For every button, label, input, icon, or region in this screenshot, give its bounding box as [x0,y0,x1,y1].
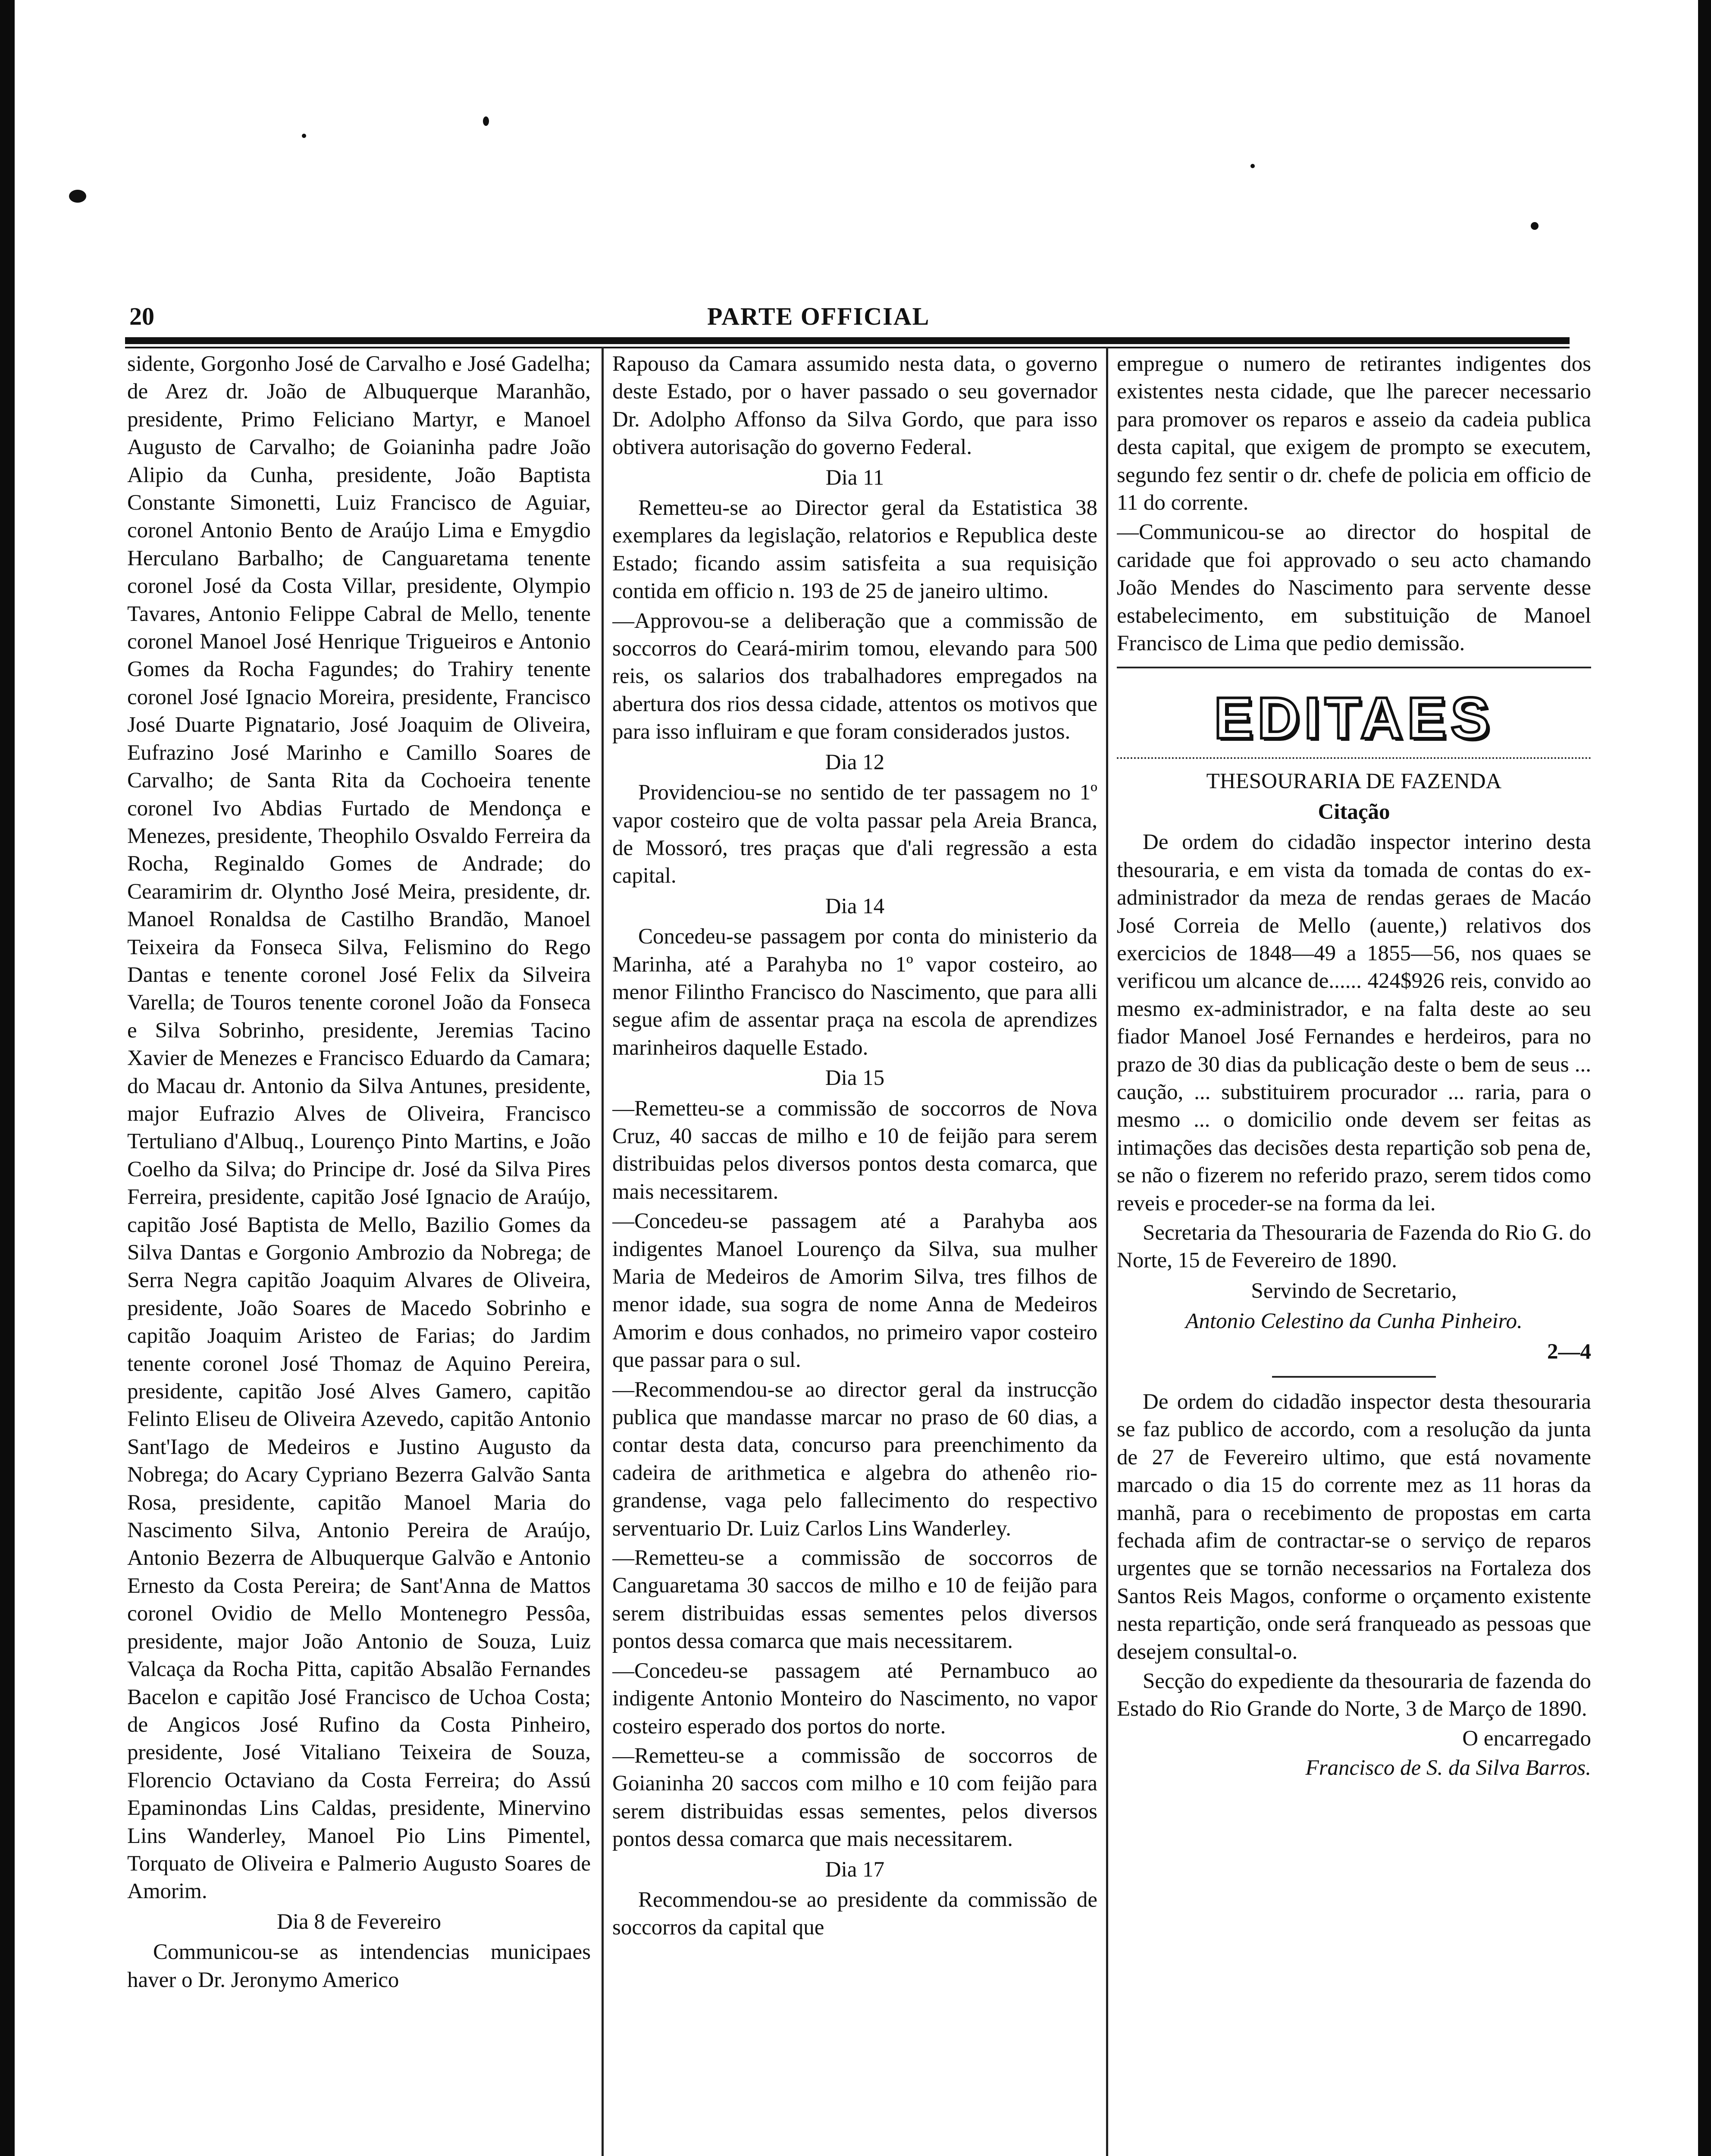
paragraph: —Approvou-se a deliberação que a commissão de soccorros do Ceará-mirim tomou, elevando para 500 reis, os salarios dos trabalhadores empregados na abertura dos rios dessa cidade, attentos os motivos que para isso influiram e que foram considerados justos. [612,608,1097,744]
dotted-rule [1117,757,1591,759]
paragraph: —Remetteu-se a commissão de soccorros de Nova Cruz, 40 saccas de milho e 10 de feijão para serem distribuidas pelos diversos pontos desta comarca, que mais necessitarem. [612,1096,1097,1204]
paragraph: Communicou-se as intendencias municipaes haver o Dr. Jeronymo Americo [127,1940,591,1992]
signature-name: Antonio Celestino da Cunha Pinheiro. [1185,1309,1523,1334]
paragraph: sidente, Gorgonho José de Carvalho e José Gadelha; de Arez dr. João de Albuquerque Maranhão, presidente, Primo Feliciano Martyr, e Manoel Augusto de Carvalho; de Goianinha padre João Alipio da Cunha, presidente, João Baptista Constante Simonetti, Luiz Francisco de Aguiar, coronel Antonio Bento de Araújo Lima e Emygdio Herculano Barbalho; de Canguaretama tenente coronel José da Costa Villar, presidente, Olympio Tavares, Antonio Felippe Cabral de Mello, tenente coronel Manoel José Henrique Trigueiros e Antonio Gomes da Rocha Fagundes; do Trahiry tenente coronel José Ignacio Moreira, presidente, Francisco José Duarte Pignatario, José Joaquim de Oliveira, Eufrazino José Marinho e Camillo Soares de Carvalho; de Santa Rita da Cochoeira tenente coronel Ivo Abdias Furtado de Mendonça e Menezes, presidente, Theophilo Osvaldo Ferreira da Rocha, Reginaldo Gomes de Andrade; do Cearamirim dr. Olyntho José Meira, presidente, dr. Manoel Ronaldsa de Castilho Brandão, Manoel Teixeira da Fonseca Silva, Felismino do Rego Dantas e tenente coronel José Felix da Silveira Varella; de Touros tenente coronel João da Fonseca e Silva Sobrinho, presidente, Jeremias Tacino Xavier de Menezes e Francisco Eduardo da Camara; do Macau dr. Antonio da Silva Antunes, presidente, major Eufrazio Alves de Oliveira, Francisco Tertuliano d'Albuq., Lourenço Pinto Martins, e João Coelho da Silva; do Principe dr. José da Silva Pires Ferreira, presidente, capitão José Ignacio de Araújo, capitão José Baptista de Mello, Bazilio Gomes da Silva Dantas e Gorgonio Ambrozio da Nobrega; de Serra Negra capitão Joaquim Alvares de Oliveira, presidente, João Soares de Macedo Sobrinho e capitão Joaquim Aristeo de Farias; do Jardim tenente coronel José Thomaz de Aquino Pereira, presidente, capitão José Alves Gamero, capitão Felinto Eliseu de Oliveira Azevedo, capitão Antonio Sant'Iago de Medeiros e Justino Augusto da Nobrega; do Acary Cypriano Bezerra Galvão Santa Rosa, presidente, capitão Manoel Maria do Nascimento Silva, Antonio Pereira de Araújo, Antonio Bezerra de Albuquerque Galvão e Antonio Ernesto da Costa Pereira; de Sant'Anna de Mattos coronel Ovidio de Mello Montenegro Pessôa, presidente, major João Antonio de Souza, Luiz Valcaça da Rocha Pitta, capitão Absalão Fernandes Bacelon e capitão José Francisco de Uchoa Costa; de Angicos José Rufino da Costa Pinheiro, presidente, José Vitaliano Teixeira de Souza, Florencio Octaviano da Costa Ferreira; do Assú Epaminondas Lins Caldas, presidente, Minervino Lins Wanderley, Manoel Pio Lins Pimentel, Torquato de Oliveira e Palmerio Augusto Soares de Amorim. [127,352,591,1904]
paragraph: —Concedeu-se passagem até Pernambuco ao indigente Antonio Monteiro do Nascimento, no vapor costeiro esperado dos portos do norte. [612,1658,1097,1739]
column-left [127,350,591,2156]
header-rule [125,337,1570,344]
edition-number: 2—4 [1547,1339,1591,1364]
paragraph: —Concedeu-se passagem até a Parahyba aos indigentes Manoel Lourenço da Silva, sua mulher Maria de Medeiros de Amorim Silva, tres filhos de menor idade, sua sogra de nome Anna de Medeiros Amorim e dous conhados, no primeiro vapor costeiro que passar para o sul. [612,1209,1097,1373]
short-rule [1272,1376,1436,1378]
header-rule-thin [125,347,1570,348]
page-number: 20 [129,302,154,330]
paragraph: Secretaria da Thesouraria de Fazenda do Rio G. do Norte, 15 de Fevereiro de 1890. [1117,1220,1591,1273]
section-heading: THESOURARIA DE FAZENDA [1206,769,1502,794]
signature-caption: Servindo de Secretario, [1251,1279,1457,1303]
ink-speck [483,116,489,126]
ink-speck [69,190,86,203]
scan-border-left [0,0,15,2156]
paragraph: Recommendou-se ao presidente da commissão de soccorros da capital que [612,1887,1097,1940]
ink-speck [1531,222,1539,230]
paragraph: Secção do expediente da thesouraria de fazenda do Estado do Rio Grande do Norte, 3 de Março de 1890. [1117,1669,1591,1721]
signature-caption: O encarregado [1462,1726,1591,1751]
column-middle [612,350,1097,2156]
paragraph: Remetteu-se ao Director geral da Estatistica 38 exemplares da legislação, relatorios e Republica deste Estado; ficando assim satisfeita a sua requisição contida em officio n. 193 de 25 de janeiro ultimo. [612,496,1097,604]
column-divider [1106,347,1108,2156]
paragraph: —Remetteu-se a commissão de soccorros de Canguaretama 30 saccos de milho e 10 de feijão para serem distribuidas essas sementes pelos diversos pontos dessa comarca que mais necessitarem. [612,1546,1097,1654]
section-rule [1117,667,1591,668]
paragraph: empregue o numero de retirantes indigentes dos existentes nesta cidade, que lhe parecer necessario para promover os reparos e asseio da cadeia publica desta capital, que exigem de prompto se executem, segundo fez sentir o dr. chefe de policia em officio de 11 do corrente. [1117,352,1591,515]
date-heading: Dia 12 [825,750,885,774]
date-heading: Dia 14 [825,894,885,918]
date-heading: Dia 8 de Fevereiro [277,1909,441,1934]
paragraph: —Recommendou-se ao director geral da instrucção publica que mandasse marcar no praso de 60 dias, a contar desta data, concurso para preenchimento da cadeira de arithmetica e algebra do athenêo rio-grandense, vaga pelo fallecimento do respectivo serventuario Dr. Luiz Carlos Lins Wanderley. [612,1377,1097,1541]
paragraph: Rapouso da Camara assumido nesta data, o governo deste Estado, por o haver passado o seu governador Dr. Adolpho Affonso da Silva Gordo, que para isso obtivera autorisação do governo Federal. [612,352,1097,460]
paragraph: —Communicou-se ao director do hospital de caridade que foi approvado o seu acto chamando João Mendes do Nascimento para servente desse estabelecimento, em substituição de Manoel Francisco de Lima que pedio demissão. [1117,520,1591,656]
editaes-title: EDITAES [1214,685,1494,751]
paragraph: De ordem do cidadão inspector desta thesouraria se faz publico de accordo, com a resolução da junta de 27 de Fevereiro ultimo, que está novamente marcado o dia 15 do corrente mez as 11 horas da manhã, para o recebimento de propostas em carta fechada afim de contractar-se o serviço de reparos urgentes que se tornão necessarios na Fortaleza dos Santos Reis Magos, conforme o orçamento existente nesta repartição, onde será franqueado as pessoas que desejem consultal-o. [1117,1390,1591,1664]
ink-speck [1250,164,1255,168]
running-head: PARTE OFFICIAL [707,302,930,330]
signature-name: Francisco de S. da Silva Barros. [1305,1756,1591,1780]
citation-heading: Citação [1318,799,1390,824]
paragraph: Concedeu-se passagem por conta do ministerio da Marinha, até a Parahyba no 1º vapor costeiro, ao menor Filintho Francisco do Nascimento, que para alli segue afim de assentar praça na escola de aprendizes marinheiros daquelle Estado. [612,924,1097,1060]
editaes-banner [1117,686,1591,750]
ink-speck [302,134,306,138]
date-heading: Dia 11 [825,465,884,490]
date-heading: Dia 17 [825,1857,885,1882]
column-right [1117,350,1591,2156]
date-heading: Dia 15 [825,1066,885,1091]
paragraph: Providenciou-se no sentido de ter passagem no 1º vapor costeiro que de volta passar pela Areia Branca, de Mossoró, tres praças que d'ali regressão a esta capital. [612,780,1097,888]
paragraph: —Remetteu-se a commissão de soccorros de Goianinha 20 saccos com milho e 10 com feijão para serem distribuidas essas sementes, pelos diversos pontos dessa comarca que mais necessitarem. [612,1743,1097,1852]
paragraph: De ordem do cidadão inspector interino desta thesouraria, e em vista da tomada de contas do ex-administrador da meza de rendas geraes de Macáo José Correia de Mello (auente,) relativos dos exercicios de 1848—49 a 1855—56, nos quaes se verificou um alcance de...... 424$926 reis, convido ao mesmo ex-administrador, e na falta deste ao seu fiador Manoel José Fernandes e herdeiros, para no prazo de 30 dias da publicação deste o bem de seus ... caução, ... substituirem procurador ... raria, para o mesmo ... o domicilio onde devem ser feitas as intimações das decisões desta repartição sob pena de, se não o fizerem no referido prazo, serem tidos como reveis e proceder-se na forma da lei. [1117,830,1591,1216]
scan-border-right [1698,0,1711,2156]
column-divider [602,347,604,2156]
